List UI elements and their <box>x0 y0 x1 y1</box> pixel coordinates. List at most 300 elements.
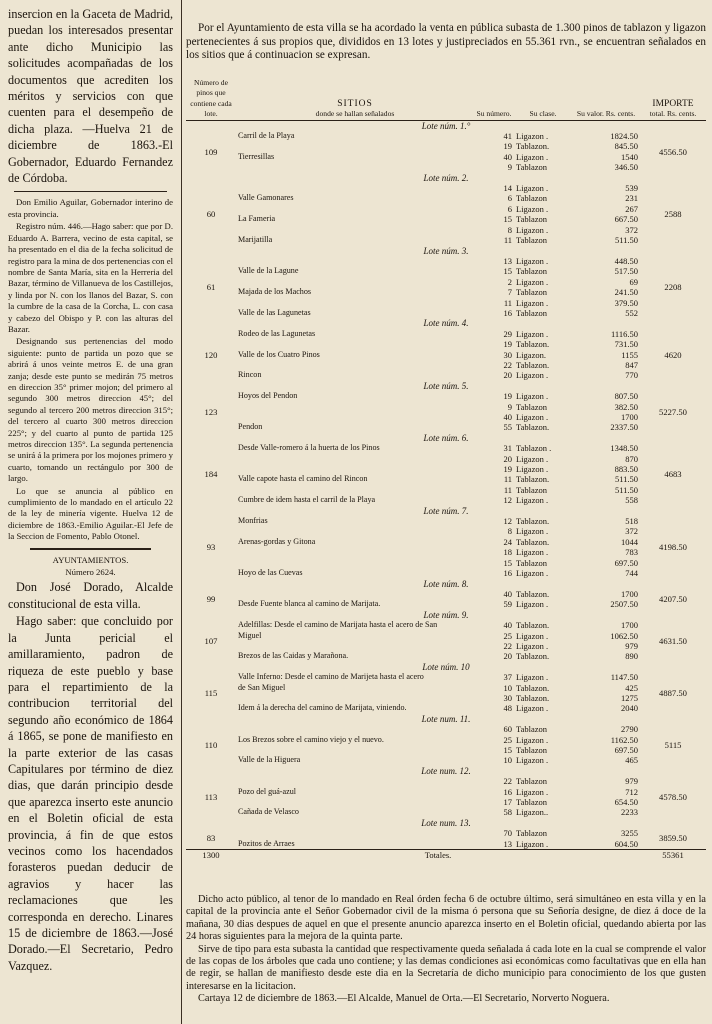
lot-pine-count: 83 <box>206 833 216 844</box>
tree-number: 15 <box>503 557 512 568</box>
lot-total: 4207.50 <box>659 594 687 605</box>
lot-label: Lote núm. 5. <box>423 380 469 391</box>
site-name <box>236 183 474 193</box>
value: 845.50 <box>614 141 638 152</box>
wood-class: Tablazon <box>516 828 548 839</box>
site-name: Valle de la Lagune <box>238 266 299 276</box>
site-name: Adelfillas: Desde el camino de Marijata hasta el acero de San <box>238 620 438 630</box>
tree-number: 13 <box>503 838 512 849</box>
site-name: Cañada de Velasco <box>238 807 299 817</box>
site-name <box>236 693 474 703</box>
value: 604.50 <box>614 838 638 849</box>
table-row <box>186 724 706 734</box>
wood-class: Tablazon <box>516 776 548 787</box>
site-name <box>236 797 474 807</box>
tree-number: 18 <box>503 547 512 558</box>
mine-registry-paragraph: Registro núm. 446.—Hago saber: que por D. Eduardo A. Barrera, vecino de esta capital, se ha presentado en el dia de la fecha solicitud de registro para la mina de dos pertenencias con el nombre de Santa María, sita en la Herreria del Bazar, término de Villanueva de los Castillejos, y linda por N. con los llanos del Bazar, S. con la cumbre de la casa de la Corcha, L. con casa y cabezo del Obispo y P. con las alturas del Bazar. <box>8 221 173 334</box>
site-name: Tierresillas <box>238 151 275 161</box>
value: 770 <box>625 370 638 381</box>
wood-class: Tablazon. <box>516 141 550 152</box>
wood-class: Ligazon. <box>516 349 546 360</box>
tree-number: 17 <box>503 797 512 808</box>
lot-pine-count: 113 <box>204 791 218 802</box>
lot-pine-count: 61 <box>206 281 216 292</box>
header-value: Su valor. Rs. cents. <box>572 78 640 120</box>
tree-number: 24 <box>503 536 512 547</box>
table-row <box>186 776 706 786</box>
wood-class: Ligazon . <box>516 786 549 797</box>
lot-heading-row <box>186 381 706 391</box>
wood-class: Tablazon <box>516 401 548 412</box>
value: 807.50 <box>614 391 638 402</box>
value: 1700 <box>621 412 638 422</box>
total-pines: 1300 <box>186 850 236 861</box>
value: 1824.50 <box>610 131 638 142</box>
site-name <box>236 204 474 214</box>
column-rule <box>181 0 182 1024</box>
site-name: Brezos de las Caidas y Marañona. <box>238 651 349 661</box>
site-name <box>236 589 474 599</box>
section-title: AYUNTAMIENTOS. <box>52 554 129 565</box>
lot-label: Lote num. 13. <box>421 817 471 828</box>
value: 241.50 <box>614 287 638 298</box>
site-name: Valle de los Cuatro Pinos <box>238 349 320 359</box>
tree-number: 11 <box>503 235 512 246</box>
left-column <box>8 6 173 975</box>
lot-heading-row <box>186 818 706 828</box>
wood-class: Ligazon . <box>516 703 549 714</box>
value: 890 <box>625 651 638 662</box>
site-name: Valle de las Lagunetas <box>238 307 311 317</box>
tree-number: 22 <box>503 640 512 651</box>
lot-total: 4620 <box>664 349 682 360</box>
lot-total: 3859.50 <box>659 833 687 844</box>
tree-number: 16 <box>503 307 512 318</box>
table-row <box>186 298 706 308</box>
auction-intro <box>186 22 706 63</box>
site-name: Los Brezos sobre el camino viejo y el nuevo. <box>238 734 384 744</box>
site-name <box>236 141 474 151</box>
wood-class: Tablazon. <box>516 474 550 485</box>
site-name <box>236 360 474 370</box>
site-name <box>236 745 474 755</box>
site-name: Majada de los Machos <box>238 287 312 297</box>
wood-class: Ligazon . <box>516 838 549 849</box>
wood-class: Ligazon . <box>516 131 549 142</box>
lot-total: 5115 <box>664 739 682 750</box>
table-row <box>186 828 706 838</box>
header-sitios: SITIOS donde se hallan señalados <box>236 78 474 120</box>
tree-number: 40 <box>503 620 512 631</box>
tree-number: 59 <box>503 599 512 610</box>
table-row <box>186 641 706 651</box>
tree-number: 20 <box>503 651 512 662</box>
wood-class: Ligazon . <box>516 412 549 422</box>
table-row <box>186 454 706 464</box>
lot-pine-count: 120 <box>204 349 218 360</box>
value: 1116.50 <box>611 328 638 339</box>
table-row <box>186 516 706 526</box>
lots-table <box>186 78 706 860</box>
tree-number: 15 <box>503 745 512 755</box>
value: 69 <box>629 276 638 287</box>
table-row <box>186 308 706 318</box>
tree-number: 8 <box>507 526 512 537</box>
tree-number: 16 <box>503 568 512 579</box>
tree-number: 40 <box>503 151 512 162</box>
value: 2337.50 <box>610 422 638 433</box>
wood-class: Ligazon . <box>516 224 549 235</box>
auction-intro-text: Por el Ayuntamiento de esta villa se ha acordado la venta en pública subasta de 1.300 pinos de tablazon y ligazon pertenecientes á sus propios que, divididos en 13 lotes y justipreciados en 55.361 rvn., se encuentran señalados en los sitios que á continuacion se expresan. <box>186 22 706 61</box>
auction-conditions <box>186 894 706 1006</box>
wood-class: Ligazon . <box>516 151 549 162</box>
lot-label: Lote num. 12. <box>421 765 471 776</box>
tree-number: 41 <box>503 131 512 142</box>
tree-number: 48 <box>503 703 512 714</box>
tree-number: 15 <box>503 266 512 277</box>
site-name: Cumbre de idem hasta el carril de la Playa <box>238 495 376 505</box>
site-name <box>236 298 474 308</box>
value: 379.50 <box>614 297 638 308</box>
lot-pine-count: 110 <box>204 739 218 750</box>
wood-class: Tablazon <box>516 307 548 318</box>
lot-label: Lote núm. 8. <box>423 578 469 589</box>
mayor-heading: Don José Dorado, Alcalde constitucional de esta villa. <box>8 580 173 611</box>
table-row <box>186 131 706 141</box>
value: 1044 <box>621 536 638 547</box>
wood-class: Tablazon <box>516 797 548 808</box>
tree-number: 11 <box>503 474 512 485</box>
table-row <box>186 412 706 422</box>
site-name <box>236 412 474 422</box>
wood-class: Ligazon . <box>516 755 549 766</box>
site-name: Valle Inferno: Desde el camino de Marijeta hasta el acero <box>238 672 424 682</box>
site-name: Desde Valle-romero á la huerta de los Pinos <box>238 443 380 453</box>
value: 517.50 <box>614 266 638 277</box>
totals-row <box>186 850 706 861</box>
site-name: Desde Fuente blanca al camino de Marijata. <box>238 599 381 609</box>
wood-class: Tablazon <box>516 193 548 204</box>
tree-number: 8 <box>507 224 512 235</box>
wood-class: Ligazon . <box>516 734 549 745</box>
lot-heading-row <box>186 120 706 131</box>
lot-pine-count: 115 <box>204 687 218 698</box>
wood-class: Ligazon . <box>516 599 549 610</box>
table-row <box>186 568 706 578</box>
lot-label: Lote núm. 9. <box>423 609 469 620</box>
wood-class: Ligazon . <box>516 547 549 558</box>
lot-heading-row <box>186 173 706 183</box>
wood-class: Tablazon <box>516 484 548 495</box>
wood-class: Ligazon . <box>516 255 549 266</box>
wood-class: Ligazon . <box>516 183 549 194</box>
wood-class: Tablazon . <box>516 443 552 454</box>
value: 518 <box>625 516 638 527</box>
lot-pine-count: 107 <box>204 635 218 646</box>
lot-label: Lote núm. 10 <box>422 661 470 672</box>
site-name: Rincon <box>238 370 262 380</box>
header-class: Su clase. <box>514 78 572 120</box>
tree-number: 25 <box>503 630 512 641</box>
site-name: Valle de la Higuera <box>238 755 301 765</box>
lot-label: Lote núm. 7. <box>423 505 469 516</box>
table-row <box>186 787 706 797</box>
table-row <box>186 339 706 349</box>
site-name <box>236 526 474 536</box>
lot-pine-count: 123 <box>204 406 218 417</box>
amillaramiento-paragraph: Hago saber: que concluido por la Junta pericial el amillaramiento, padron de riqueza de este pueblo y base para el repartimiento de la contribucion territorial del segundo año económico de 1864 á 1865, se pone de manifiesto en la parte exterior de las casas Capitulares por término de diez dias, que darán principio desde que aparezca inserto este anuncio en el Boletin oficial de esta provincia, á fin de que estos vecinos como los hacendados forasteros puedan deducir de agravios y hacer las reclamaciones que les corresponda en derecho. Linares 15 de diciembre de 1863.—José Dorado.—El Secretario, Pedro Vazquez. <box>8 614 173 973</box>
value: 870 <box>625 453 638 464</box>
wood-class: Ligazon . <box>516 568 549 579</box>
conditions-paragraph-2: Sirve de tipo para esta subasta la cantidad que respectivamente queda señalada á cada lote en la cual se comprende el valor de las copas de los árboles que cada uno contiene; y las demas condiciones asi económicas como facultativas que en ella han de regir, se hallan de manifiesto desde este dia en la Secretaría de dicho municipio para conocimiento de los que gusten interesarse en la licitacion. <box>186 943 706 992</box>
site-name <box>236 558 474 568</box>
value: 667.50 <box>614 214 638 225</box>
lot-total: 2208 <box>664 281 682 292</box>
value: 783 <box>625 547 638 558</box>
site-name <box>236 256 474 266</box>
value: 1275 <box>621 692 638 703</box>
header-pine-count: Número de pinos que contiene cada lote. <box>186 78 236 120</box>
site-name: Pozitos de Arraes <box>238 838 295 848</box>
tree-number: 37 <box>503 672 512 683</box>
value: 1540 <box>621 151 638 162</box>
mine-boundaries-paragraph: Designando sus pertenencias del modo siguiente: punto de partida un pozo que se abrirá á unos veinte metros E. de una gran zanja; desde este punto se medirán 75 metros en direccion 35° primer mojon; del primero al segundo 300 metros direccion 45°; del segundo al tercero 200 metros direccion 315°; del tercero al cuarto 300 metros direccion 225°; y del cuarto al punto de partida 125 metros direccion 135°. La segunda pertenencia se unirá á la primera por los mojones primero y cuarto, tomando un rectángulo por 300 de largo. <box>8 336 173 484</box>
value: 2040 <box>621 703 638 714</box>
value: 558 <box>625 495 638 506</box>
table-row <box>186 537 706 547</box>
table-row <box>186 755 706 765</box>
value: 372 <box>625 526 638 537</box>
site-name <box>236 162 474 172</box>
governor-heading: Don Emilio Aguilar, Gobernador interino de esta provincia. <box>8 197 173 219</box>
tree-number: 9 <box>507 401 512 412</box>
wood-class: Ligazon . <box>516 464 549 475</box>
lot-total: 4198.50 <box>659 542 687 553</box>
header-number: Su número. <box>474 78 514 120</box>
table-row <box>186 631 706 641</box>
table-header-row <box>186 78 706 120</box>
table-row <box>186 683 706 693</box>
value: 1700 <box>621 588 638 599</box>
tree-number: 13 <box>503 255 512 266</box>
wood-class: Tablazon. <box>516 682 550 693</box>
value: 1700 <box>621 620 638 631</box>
value: 511.50 <box>614 484 638 495</box>
value: 979 <box>625 776 638 787</box>
lot-heading-row <box>186 506 706 516</box>
wood-class: Ligazon.. <box>516 807 549 818</box>
divider <box>14 191 167 192</box>
tree-number: 7 <box>507 287 512 298</box>
lot-label: Lote núm. 6. <box>423 432 469 443</box>
header-importe: IMPORTE total. Rs. cents. <box>640 78 706 120</box>
table-row <box>186 599 706 609</box>
table-row <box>186 183 706 193</box>
table-row <box>186 350 706 360</box>
lot-heading-row <box>186 662 706 672</box>
wood-class: Tablazon. <box>516 588 550 599</box>
wood-class: Tablazon. <box>516 620 550 631</box>
tree-number: 30 <box>503 692 512 703</box>
value: 1147.50 <box>610 672 638 683</box>
site-name: Valle Gamonares <box>238 193 294 203</box>
site-name <box>236 641 474 651</box>
table-row <box>186 266 706 276</box>
table-row <box>186 693 706 703</box>
value: 1162.50 <box>610 734 638 745</box>
wood-class: Tablazon. <box>516 536 550 547</box>
tree-number: 6 <box>507 193 512 204</box>
tree-number: 55 <box>503 422 512 433</box>
table-row <box>186 735 706 745</box>
lot-heading-row <box>186 433 706 443</box>
table-row <box>186 464 706 474</box>
tree-number: 29 <box>503 328 512 339</box>
tree-number: 31 <box>503 443 512 454</box>
table-row <box>186 703 706 713</box>
wood-class: Ligazon . <box>516 640 549 651</box>
value: 744 <box>625 568 638 579</box>
tree-number: 40 <box>503 588 512 599</box>
value: 346.50 <box>614 162 638 173</box>
table-row <box>186 495 706 505</box>
site-name: de San Miguel <box>238 682 286 692</box>
value: 231 <box>625 193 638 204</box>
tree-number: 14 <box>503 183 512 194</box>
wood-class: Ligazon . <box>516 276 549 287</box>
site-name <box>236 464 474 474</box>
site-name: Valle capote hasta el camino del Rincon <box>238 474 368 484</box>
site-name <box>236 339 474 349</box>
value: 1062.50 <box>610 630 638 641</box>
conditions-paragraph-1: Dicho acto público, al tenor de lo mandado en Real órden fecha 6 de octubre último, será simultáneo en esta villa y en la capital de la provincia ante el Señor Gobernador civil de la misma ó persona que su Señoría designe, de diez á doce de la mañana, 30 dias despues de aquel en que el presente anuncio aparezca inserto en el Boletin oficial, quedando abierta por las 24 horas siguientes para la mejora de la quinta parte. <box>186 894 706 943</box>
table-row <box>186 214 706 224</box>
site-name: Miguel <box>238 630 262 640</box>
wood-class: Ligazon . <box>516 453 549 464</box>
tree-number: 9 <box>507 162 512 173</box>
table-row <box>186 797 706 807</box>
table-row <box>186 193 706 203</box>
table-row <box>186 443 706 453</box>
site-name: Hoyo de las Cuevas <box>238 568 303 578</box>
wood-class: Tablazon. <box>516 651 550 662</box>
wood-class: Tablazon <box>516 235 548 246</box>
lot-heading-row <box>186 246 706 256</box>
wood-class: Ligazon . <box>516 672 549 683</box>
table-row <box>186 807 706 817</box>
table-row <box>186 526 706 536</box>
tree-number: 15 <box>503 214 512 225</box>
table-row <box>186 672 706 682</box>
table-row <box>186 391 706 401</box>
tree-number: 2 <box>507 276 512 287</box>
value: 267 <box>625 203 638 214</box>
value: 654.50 <box>614 797 638 808</box>
notice-number: Número 2624. <box>65 567 116 578</box>
wood-class: Ligazon . <box>516 495 549 506</box>
lot-pine-count: 109 <box>204 146 218 157</box>
site-name: Hoyos del Pendon <box>238 391 298 401</box>
site-name <box>236 828 474 838</box>
site-name: Monfrias <box>238 516 268 526</box>
wood-class: Ligazon . <box>516 391 549 402</box>
lot-pine-count: 60 <box>206 209 216 220</box>
table-row <box>186 558 706 568</box>
lot-total: 2588 <box>664 209 682 220</box>
tree-number: 58 <box>503 807 512 818</box>
value: 3255 <box>621 828 638 839</box>
value: 539 <box>625 183 638 194</box>
site-name: La Fameria <box>238 214 276 224</box>
value: 511.50 <box>614 474 638 485</box>
table-row <box>186 474 706 484</box>
tree-number: 25 <box>503 734 512 745</box>
table-row <box>186 287 706 297</box>
value: 1155 <box>621 349 638 360</box>
lot-heading-row <box>186 714 706 724</box>
table-row <box>186 329 706 339</box>
wood-class: Tablazon. <box>516 692 550 703</box>
site-name <box>236 485 474 495</box>
wood-class: Tablazon <box>516 214 548 225</box>
site-name: Marijatilla <box>238 235 273 245</box>
table-row <box>186 204 706 214</box>
lot-total: 4887.50 <box>659 687 687 698</box>
tree-number: 6 <box>507 203 512 214</box>
table-row <box>186 547 706 557</box>
value: 2790 <box>621 724 638 735</box>
wood-class: Ligazon . <box>516 297 549 308</box>
value: 697.50 <box>614 745 638 755</box>
value: 2233 <box>621 807 638 818</box>
tree-number: 11 <box>503 484 512 495</box>
table-row <box>186 589 706 599</box>
divider <box>30 548 151 550</box>
wood-class: Ligazon . <box>516 203 549 214</box>
tree-number: 19 <box>503 141 512 152</box>
site-name: Idem á la derecha del camino de Marijata, viniendo. <box>238 703 407 713</box>
tree-number: 20 <box>503 370 512 381</box>
table-row <box>186 152 706 162</box>
tree-number: 11 <box>503 297 512 308</box>
grand-total: 55361 <box>640 850 706 861</box>
table-row <box>186 141 706 151</box>
site-name: Pendon <box>238 422 263 432</box>
table-row <box>186 402 706 412</box>
lot-label: Lote núm. 1.° <box>421 120 471 131</box>
tree-number: 12 <box>503 516 512 527</box>
wood-class: Tablazon. <box>516 359 550 370</box>
site-name: Rodeo de las Lagunetas <box>238 328 316 338</box>
tree-number: 19 <box>503 339 512 350</box>
value: 712 <box>625 786 638 797</box>
lot-pine-count: 184 <box>204 469 218 480</box>
wood-class: Tablazon <box>516 557 548 568</box>
table-row <box>186 225 706 235</box>
wood-class: Tablazon <box>516 745 548 755</box>
table-row <box>186 745 706 755</box>
signature-line: Cartaya 12 de diciembre de 1863.—El Alcalde, Manuel de Orta.—El Secretario, Norverto Noguera. <box>198 993 610 1005</box>
lot-total: 5227.50 <box>659 406 687 417</box>
tree-number: 10 <box>503 682 512 693</box>
table-row <box>186 277 706 287</box>
lot-label: Lote núm. 4. <box>423 318 469 329</box>
table-row <box>186 370 706 380</box>
site-name: Arenas-gordas y Gitona <box>238 536 316 546</box>
tree-number: 30 <box>503 349 512 360</box>
value: 883.50 <box>614 464 638 475</box>
totals-label: Totales. <box>236 850 640 861</box>
